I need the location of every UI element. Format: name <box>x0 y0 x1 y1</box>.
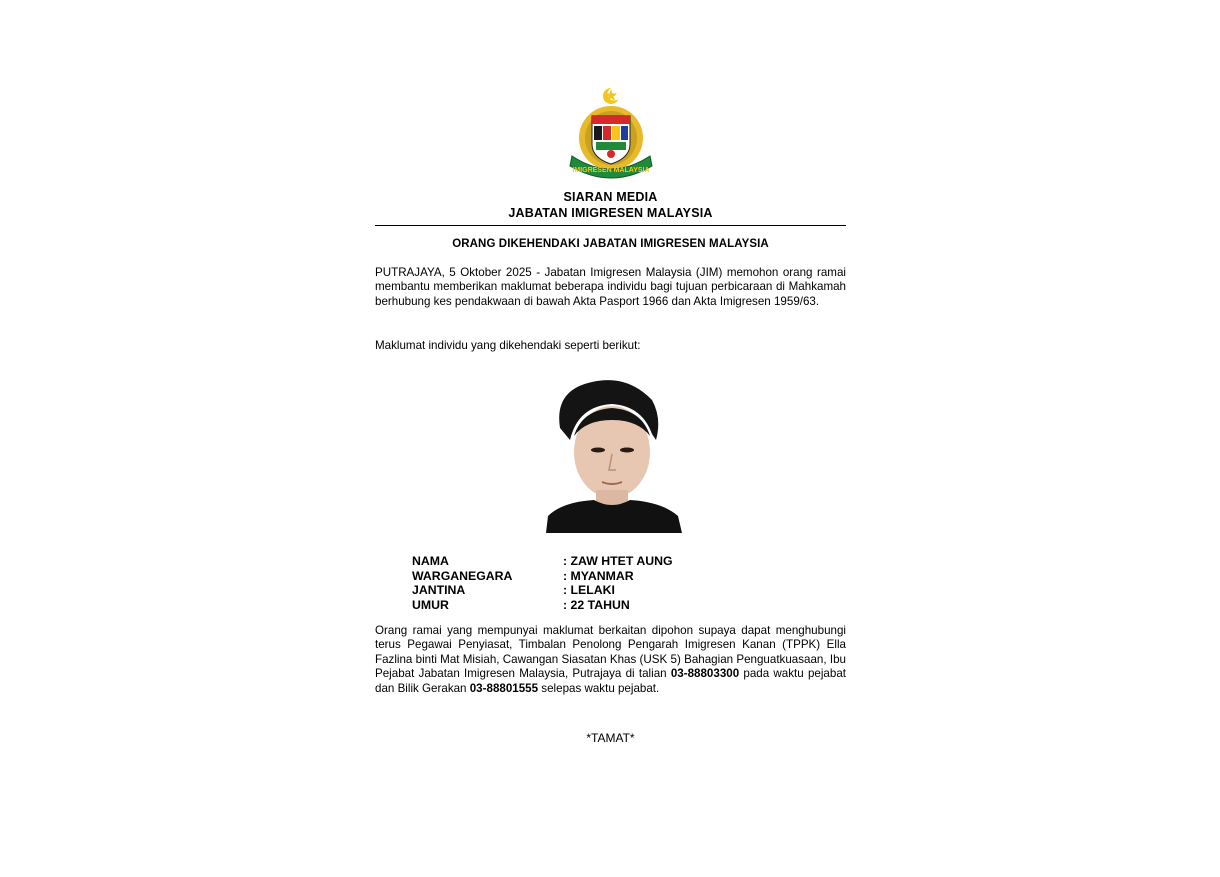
contact-text-part-2: pada waktu pejabat dan Bilik Gerakan <box>375 667 846 695</box>
suspect-photo <box>532 370 692 533</box>
detail-label: UMUR <box>412 597 449 612</box>
individual-details-list <box>412 554 673 612</box>
contact-text-part-3: selepas waktu pejabat. <box>538 681 660 695</box>
svg-text:IMIGRESEN MALAYSIA: IMIGRESEN MALAYSIA <box>572 167 650 174</box>
contact-text-part-1: Orang ramai yang mempunyai maklumat berkaitan dipohon supaya dapat menghubungi terus Pegawai Penyiasat, Timbalan Penolong Pengarah Imigresen Kanan (TPPK) Ella Fazlina binti Mat Misiah, Cawangan Siasatan Khas (USK 5) Bahagian Penguatkuasaan, Ibu Pejabat Jabatan Imigresen Malaysia, Putrajaya di talian <box>375 624 846 681</box>
intro-paragraph: PUTRAJAYA, 5 Oktober 2025 - Jabatan Imigresen Malaysia (JIM) memohon orang ramai membantu memberikan maklumat beberapa individu bagi tujuan perbicaraan di Mahkamah berhubung kes pendakwaan di bawah Akta Pasport 1966 dan Akta Imigresen 1959/63. <box>375 266 846 308</box>
detail-row-age <box>412 598 673 613</box>
immigration-emblem-logo <box>568 86 654 184</box>
detail-row-name <box>412 554 673 569</box>
header-divider <box>375 225 846 226</box>
detail-row-nationality <box>412 569 673 584</box>
contact-paragraph <box>375 624 846 696</box>
document-header <box>375 190 846 221</box>
detail-row-gender <box>412 583 673 598</box>
detail-value: : ZAW HTET AUNG <box>563 554 673 568</box>
end-marker: *TAMAT* <box>586 731 635 745</box>
header-line-2: JABATAN IMIGRESEN MALAYSIA <box>508 205 713 220</box>
office-phone-number: 03-88803300 <box>670 667 740 681</box>
detail-value: : LELAKI <box>563 583 615 598</box>
detail-label: JANTINA <box>412 583 466 598</box>
details-intro-text: Maklumat individu yang dikehendaki seperti berikut: <box>375 339 641 352</box>
detail-label: WARGANEGARA <box>412 568 513 583</box>
detail-value: : 22 TAHUN <box>563 597 630 612</box>
operations-room-phone-number: 03-88801555 <box>469 681 539 695</box>
detail-value: : MYANMAR <box>563 568 634 583</box>
header-line-1: SIARAN MEDIA <box>563 190 658 204</box>
detail-label: NAMA <box>412 554 449 568</box>
document-headline: ORANG DIKEHENDAKI JABATAN IMIGRESEN MALAYSIA <box>452 238 769 250</box>
